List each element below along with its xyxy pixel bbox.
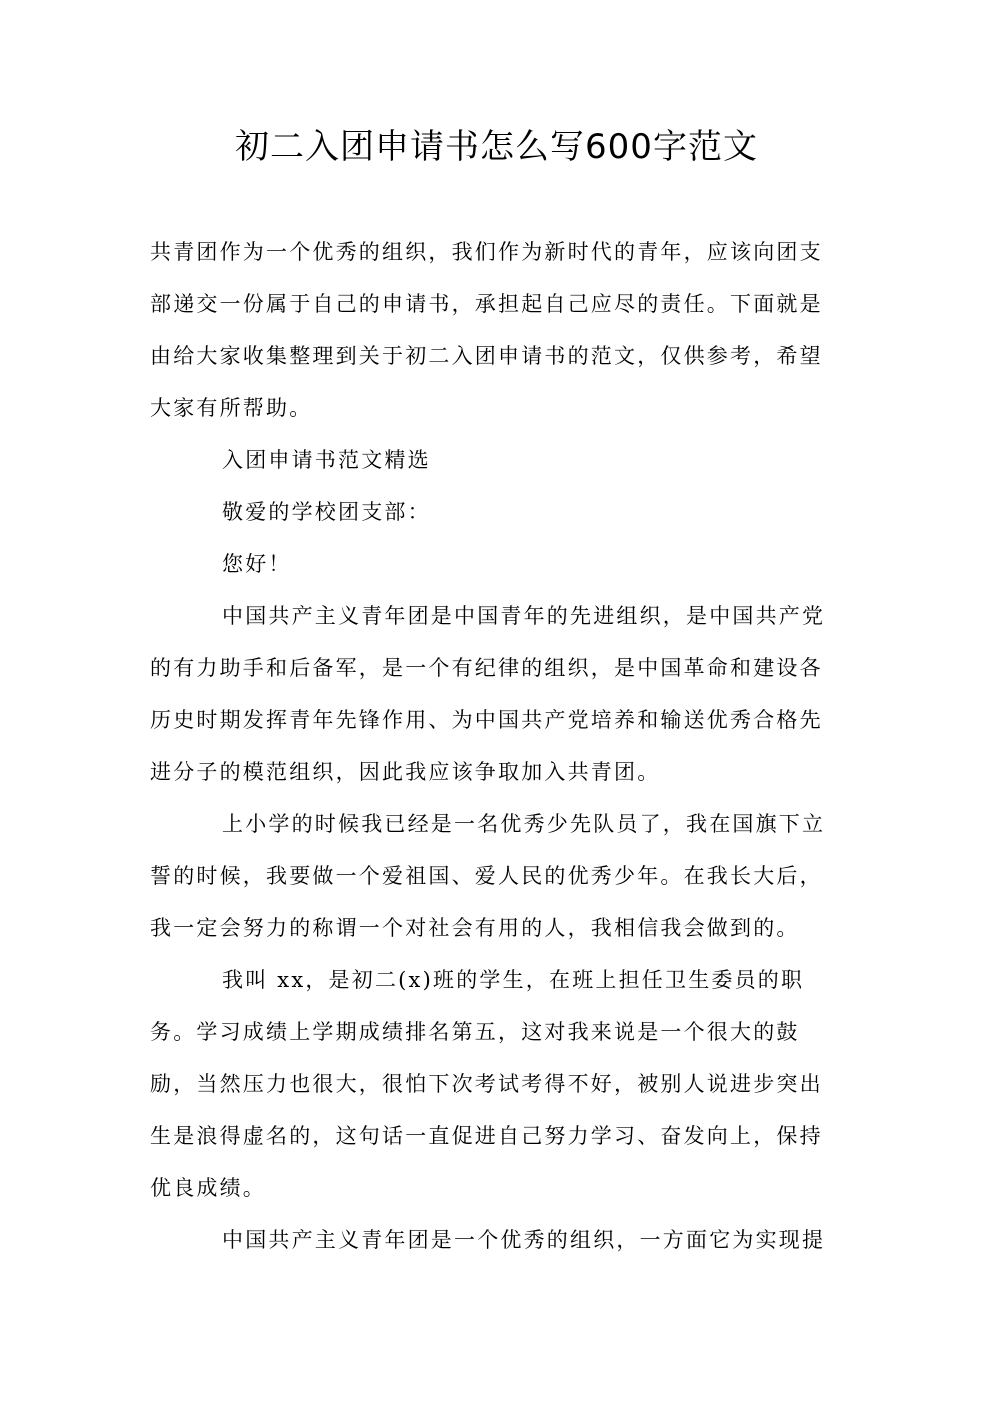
paragraph-section-heading: 入团申请书范文精选 — [222, 448, 431, 472]
paragraph-body-2: 上小学的时候我已经是一名优秀少先队员了，我在国旗下立誓的时候，我要做一个爱祖国、爱人民的优秀少年。在我长大后，我一定会努力的称谓一个对社会有用的人，我相信我会做到的。 — [150, 812, 826, 940]
paragraph-body-1: 中国共产主义青年团是中国青年的先进组织，是中国共产党的有力助手和后备军，是一个有纪律的组织，是中国革命和建设各历史时期发挥青年先锋作用、为中国共产党培养和输送优秀合格先进分子的模范组织，因此我应该争取加入共青团。 — [150, 604, 826, 784]
paragraph-intro: 共青团作为一个优秀的组织，我们作为新时代的青年，应该向团支部递交一份属于自己的申请书，承担起自己应尽的责任。下面就是由给大家收集整理到关于初二入团申请书的范文，仅供参考，希望大家有所帮助。 — [150, 240, 823, 420]
paragraph-greeting: 您好！ — [222, 552, 292, 576]
document-body — [150, 226, 840, 1266]
paragraph-body-4: 中国共产主义青年团是一个优秀的组织，一方面它为实现提 — [222, 1228, 826, 1252]
paragraph-salutation: 敬爱的学校团支部： — [222, 500, 431, 524]
page-title: 初二入团申请书怎么写600字范文 — [235, 127, 758, 167]
paragraph-body-3: 我叫 xx，是初二(x)班的学生，在班上担任卫生委员的职务。学习成绩上学期成绩排名第五，这对我来说是一个很大的鼓励，当然压力也很大，很怕下次考试考得不好，被别人说进步突出生是浪得虚名的，这句话一直促进自己努力学习、奋发向上，保持优良成绩。 — [150, 968, 823, 1200]
